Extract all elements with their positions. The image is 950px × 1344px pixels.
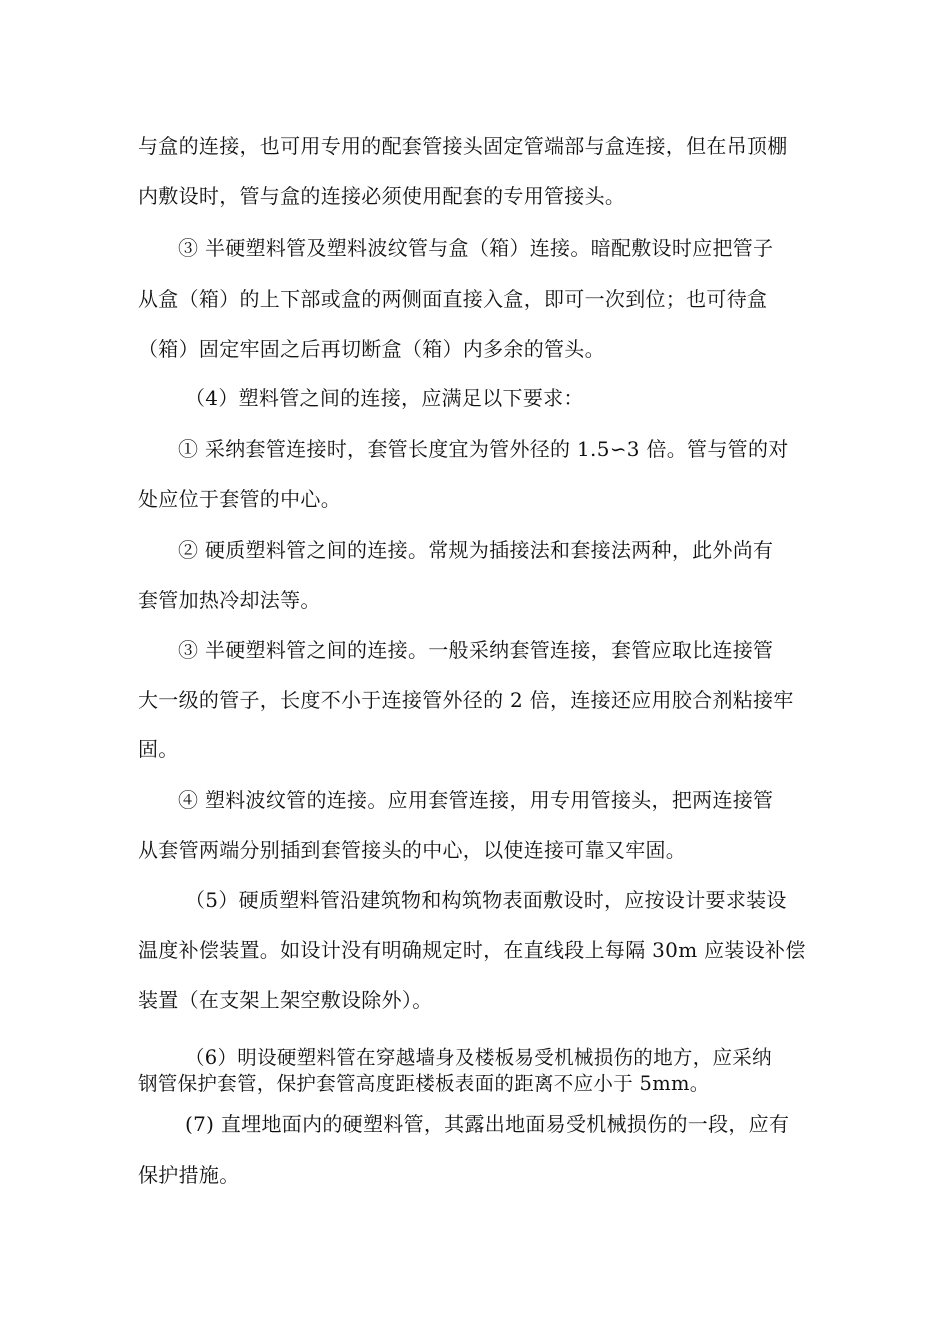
body-text-line: 从盒（箱）的上下部或盒的两侧面直接入盒，即可一次到位；也可待盒 [138, 287, 768, 311]
body-text-line: 保护措施。 [138, 1163, 240, 1187]
body-text-line: （箱）固定牢固之后再切断盒（箱）内多余的管头。 [138, 337, 605, 361]
body-text-line: 从套管两端分别插到套管接头的中心，以使连接可靠又牢固。 [138, 838, 687, 862]
body-text-line: 固。 [138, 737, 179, 761]
body-text-line: 内敷设时，管与盒的连接必须使用配套的专用管接头。 [138, 184, 626, 208]
body-text-line: 大一级的管子，长度不小于连接管外径的 2 倍，连接还应用胶合剂粘接牢 [138, 688, 794, 712]
body-text-line: 处应位于套管的中心。 [138, 487, 341, 511]
section-heading-7: (7) 直埋地面内的硬塑料管，其露出地面易受机械损伤的一段，应有 [185, 1112, 790, 1136]
list-item-1-line: ① 采纳套管连接时，套管长度宜为管外径的 1.5∽3 倍。管与管的对 [178, 437, 789, 461]
section-heading-5: （5）硬质塑料管沿建筑物和构筑物表面敷设时，应按设计要求装设 [185, 888, 787, 912]
body-text-line: 与盒的连接，也可用专用的配套管接头固定管端部与盒连接，但在吊顶棚 [138, 134, 788, 158]
body-text-line: 钢管保护套管，保护套管高度距楼板表面的距离不应小于 5mm。 [138, 1072, 710, 1095]
body-text-line: 温度补偿装置。如设计没有明确规定时，在直线段上每隔 30m 应装设补偿 [138, 938, 806, 962]
list-item-3-line: ③ 半硬塑料管及塑料波纹管与盒（箱）连接。暗配敷设时应把管子 [178, 236, 774, 260]
list-item-3b-line: ③ 半硬塑料管之间的连接。一般采纳套管连接，套管应取比连接管 [178, 638, 774, 662]
list-item-4-line: ④ 塑料波纹管的连接。应用套管连接，用专用管接头，把两连接管 [178, 788, 774, 812]
list-item-2-line: ② 硬质塑料管之间的连接。常规为插接法和套接法两种，此外尚有 [178, 538, 774, 562]
body-text-line: 装置（在支架上架空敷设除外）。 [138, 988, 433, 1012]
section-heading-4: （4）塑料管之间的连接，应满足以下要求： [185, 386, 584, 410]
body-text-line: 套管加热冷却法等。 [138, 588, 321, 612]
section-heading-6: （6）明设硬塑料管在穿越墙身及楼板易受机械损伤的地方，应采纳 [185, 1046, 772, 1069]
